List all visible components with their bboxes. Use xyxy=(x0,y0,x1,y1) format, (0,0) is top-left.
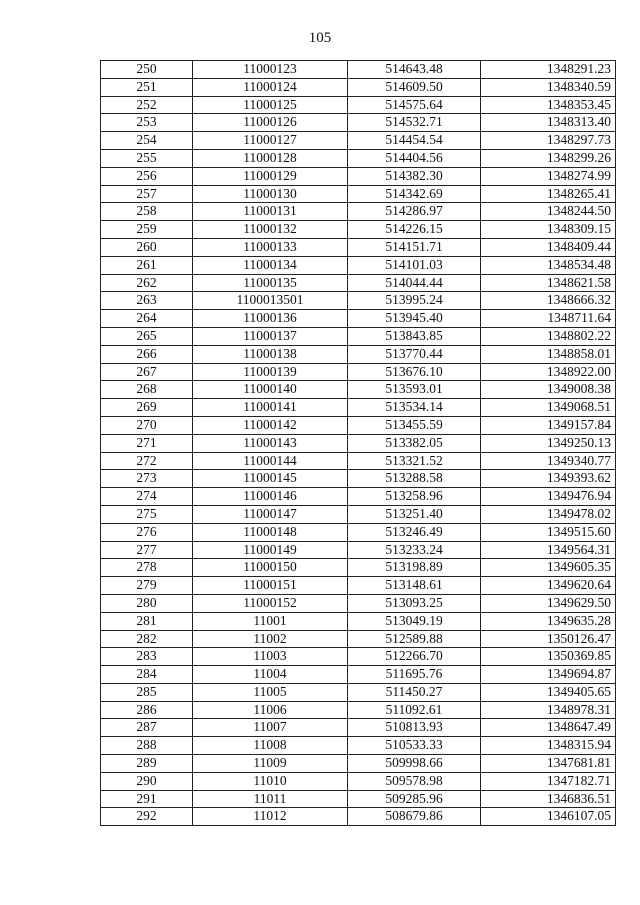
table-row xyxy=(101,719,616,737)
point-id-cell: 11004 xyxy=(193,666,348,684)
x-coordinate-cell: 509578.98 xyxy=(348,772,481,790)
x-coordinate-cell: 514044.44 xyxy=(348,274,481,292)
row-number-cell: 278 xyxy=(101,559,193,577)
table-row xyxy=(101,114,616,132)
table-row xyxy=(101,327,616,345)
y-coordinate-cell: 1348299.26 xyxy=(481,149,616,167)
row-number-cell: 287 xyxy=(101,719,193,737)
x-coordinate-cell: 513251.40 xyxy=(348,505,481,523)
point-id-cell: 11000133 xyxy=(193,238,348,256)
row-number-cell: 261 xyxy=(101,256,193,274)
point-id-cell: 11000129 xyxy=(193,167,348,185)
row-number-cell: 253 xyxy=(101,114,193,132)
point-id-cell: 11000125 xyxy=(193,96,348,114)
point-id-cell: 11012 xyxy=(193,808,348,826)
row-number-cell: 252 xyxy=(101,96,193,114)
row-number-cell: 251 xyxy=(101,78,193,96)
point-id-cell: 11000137 xyxy=(193,327,348,345)
y-coordinate-cell: 1349393.62 xyxy=(481,470,616,488)
row-number-cell: 281 xyxy=(101,612,193,630)
row-number-cell: 282 xyxy=(101,630,193,648)
x-coordinate-cell: 514643.48 xyxy=(348,61,481,79)
x-coordinate-cell: 511695.76 xyxy=(348,666,481,684)
x-coordinate-cell: 514342.69 xyxy=(348,185,481,203)
row-number-cell: 254 xyxy=(101,132,193,150)
point-id-cell: 11000135 xyxy=(193,274,348,292)
point-id-cell: 11000136 xyxy=(193,310,348,328)
point-id-cell: 11000149 xyxy=(193,541,348,559)
y-coordinate-cell: 1349629.50 xyxy=(481,594,616,612)
x-coordinate-cell: 514151.71 xyxy=(348,238,481,256)
row-number-cell: 266 xyxy=(101,345,193,363)
table-row xyxy=(101,221,616,239)
table-row xyxy=(101,701,616,719)
row-number-cell: 255 xyxy=(101,149,193,167)
row-number-cell: 274 xyxy=(101,488,193,506)
row-number-cell: 284 xyxy=(101,666,193,684)
x-coordinate-cell: 514532.71 xyxy=(348,114,481,132)
table-row xyxy=(101,755,616,773)
point-id-cell: 11008 xyxy=(193,737,348,755)
x-coordinate-cell: 513676.10 xyxy=(348,363,481,381)
table-row xyxy=(101,683,616,701)
y-coordinate-cell: 1349605.35 xyxy=(481,559,616,577)
y-coordinate-cell: 1348244.50 xyxy=(481,203,616,221)
table-row xyxy=(101,630,616,648)
x-coordinate-cell: 514382.30 xyxy=(348,167,481,185)
row-number-cell: 279 xyxy=(101,577,193,595)
table-row xyxy=(101,648,616,666)
table-row xyxy=(101,132,616,150)
y-coordinate-cell: 1349478.02 xyxy=(481,505,616,523)
page-number: 105 xyxy=(308,30,332,46)
y-coordinate-cell: 1348340.59 xyxy=(481,78,616,96)
row-number-cell: 272 xyxy=(101,452,193,470)
point-id-cell: 11000144 xyxy=(193,452,348,470)
y-coordinate-cell: 1350369.85 xyxy=(481,648,616,666)
table-row xyxy=(101,434,616,452)
table-row xyxy=(101,577,616,595)
x-coordinate-cell: 513148.61 xyxy=(348,577,481,595)
row-number-cell: 291 xyxy=(101,790,193,808)
y-coordinate-cell: 1348858.01 xyxy=(481,345,616,363)
y-coordinate-cell: 1349694.87 xyxy=(481,666,616,684)
table-row xyxy=(101,737,616,755)
point-id-cell: 11000150 xyxy=(193,559,348,577)
x-coordinate-cell: 509285.96 xyxy=(348,790,481,808)
row-number-cell: 286 xyxy=(101,701,193,719)
point-id-cell: 11000151 xyxy=(193,577,348,595)
table-row xyxy=(101,310,616,328)
row-number-cell: 259 xyxy=(101,221,193,239)
x-coordinate-cell: 512266.70 xyxy=(348,648,481,666)
table-row xyxy=(101,345,616,363)
row-number-cell: 250 xyxy=(101,61,193,79)
y-coordinate-cell: 1348297.73 xyxy=(481,132,616,150)
row-number-cell: 268 xyxy=(101,381,193,399)
point-id-cell: 1100013501 xyxy=(193,292,348,310)
x-coordinate-cell: 513093.25 xyxy=(348,594,481,612)
point-id-cell: 11000126 xyxy=(193,114,348,132)
row-number-cell: 263 xyxy=(101,292,193,310)
table-row xyxy=(101,61,616,79)
y-coordinate-cell: 1348274.99 xyxy=(481,167,616,185)
x-coordinate-cell: 513945.40 xyxy=(348,310,481,328)
x-coordinate-cell: 513455.59 xyxy=(348,416,481,434)
row-number-cell: 256 xyxy=(101,167,193,185)
point-id-cell: 11000131 xyxy=(193,203,348,221)
x-coordinate-cell: 511450.27 xyxy=(348,683,481,701)
y-coordinate-cell: 1348265.41 xyxy=(481,185,616,203)
point-id-cell: 11006 xyxy=(193,701,348,719)
y-coordinate-cell: 1349620.64 xyxy=(481,577,616,595)
point-id-cell: 11000123 xyxy=(193,61,348,79)
x-coordinate-cell: 513770.44 xyxy=(348,345,481,363)
row-number-cell: 260 xyxy=(101,238,193,256)
table-row xyxy=(101,488,616,506)
x-coordinate-cell: 513321.52 xyxy=(348,452,481,470)
table-row xyxy=(101,541,616,559)
x-coordinate-cell: 514226.15 xyxy=(348,221,481,239)
x-coordinate-cell: 513258.96 xyxy=(348,488,481,506)
y-coordinate-cell: 1346107.05 xyxy=(481,808,616,826)
point-id-cell: 11000140 xyxy=(193,381,348,399)
row-number-cell: 265 xyxy=(101,327,193,345)
table-row xyxy=(101,78,616,96)
y-coordinate-cell: 1348291.23 xyxy=(481,61,616,79)
point-id-cell: 11001 xyxy=(193,612,348,630)
table-row xyxy=(101,381,616,399)
y-coordinate-cell: 1349515.60 xyxy=(481,523,616,541)
table-row xyxy=(101,523,616,541)
table-row xyxy=(101,149,616,167)
table-row xyxy=(101,470,616,488)
table-row xyxy=(101,790,616,808)
x-coordinate-cell: 513288.58 xyxy=(348,470,481,488)
table-row xyxy=(101,416,616,434)
point-id-cell: 11000134 xyxy=(193,256,348,274)
y-coordinate-cell: 1349405.65 xyxy=(481,683,616,701)
y-coordinate-cell: 1349250.13 xyxy=(481,434,616,452)
row-number-cell: 292 xyxy=(101,808,193,826)
point-id-cell: 11000132 xyxy=(193,221,348,239)
point-id-cell: 11007 xyxy=(193,719,348,737)
y-coordinate-cell: 1347182.71 xyxy=(481,772,616,790)
y-coordinate-cell: 1349157.84 xyxy=(481,416,616,434)
table-row xyxy=(101,203,616,221)
point-id-cell: 11000152 xyxy=(193,594,348,612)
x-coordinate-cell: 509998.66 xyxy=(348,755,481,773)
table-row xyxy=(101,452,616,470)
y-coordinate-cell: 1347681.81 xyxy=(481,755,616,773)
point-id-cell: 11000138 xyxy=(193,345,348,363)
table-row xyxy=(101,238,616,256)
x-coordinate-cell: 513233.24 xyxy=(348,541,481,559)
y-coordinate-cell: 1348313.40 xyxy=(481,114,616,132)
row-number-cell: 276 xyxy=(101,523,193,541)
table-row xyxy=(101,559,616,577)
row-number-cell: 288 xyxy=(101,737,193,755)
table-row xyxy=(101,292,616,310)
point-id-cell: 11000146 xyxy=(193,488,348,506)
coordinates-table-body xyxy=(101,61,616,826)
point-id-cell: 11000141 xyxy=(193,399,348,417)
point-id-cell: 11000142 xyxy=(193,416,348,434)
y-coordinate-cell: 1349564.31 xyxy=(481,541,616,559)
x-coordinate-cell: 510533.33 xyxy=(348,737,481,755)
row-number-cell: 289 xyxy=(101,755,193,773)
point-id-cell: 11000124 xyxy=(193,78,348,96)
table-row xyxy=(101,363,616,381)
x-coordinate-cell: 513049.19 xyxy=(348,612,481,630)
table-row xyxy=(101,399,616,417)
x-coordinate-cell: 514609.50 xyxy=(348,78,481,96)
row-number-cell: 264 xyxy=(101,310,193,328)
row-number-cell: 283 xyxy=(101,648,193,666)
y-coordinate-cell: 1349068.51 xyxy=(481,399,616,417)
x-coordinate-cell: 514101.03 xyxy=(348,256,481,274)
point-id-cell: 11000130 xyxy=(193,185,348,203)
point-id-cell: 11009 xyxy=(193,755,348,773)
x-coordinate-cell: 512589.88 xyxy=(348,630,481,648)
table-row xyxy=(101,274,616,292)
row-number-cell: 270 xyxy=(101,416,193,434)
y-coordinate-cell: 1349008.38 xyxy=(481,381,616,399)
table-row xyxy=(101,96,616,114)
table-row xyxy=(101,666,616,684)
x-coordinate-cell: 510813.93 xyxy=(348,719,481,737)
x-coordinate-cell: 513382.05 xyxy=(348,434,481,452)
y-coordinate-cell: 1348978.31 xyxy=(481,701,616,719)
point-id-cell: 11005 xyxy=(193,683,348,701)
y-coordinate-cell: 1346836.51 xyxy=(481,790,616,808)
y-coordinate-cell: 1348409.44 xyxy=(481,238,616,256)
x-coordinate-cell: 511092.61 xyxy=(348,701,481,719)
y-coordinate-cell: 1348666.32 xyxy=(481,292,616,310)
x-coordinate-cell: 513843.85 xyxy=(348,327,481,345)
row-number-cell: 257 xyxy=(101,185,193,203)
x-coordinate-cell: 514575.64 xyxy=(348,96,481,114)
table-row xyxy=(101,594,616,612)
x-coordinate-cell: 508679.86 xyxy=(348,808,481,826)
y-coordinate-cell: 1348353.45 xyxy=(481,96,616,114)
point-id-cell: 11000143 xyxy=(193,434,348,452)
row-number-cell: 280 xyxy=(101,594,193,612)
x-coordinate-cell: 513246.49 xyxy=(348,523,481,541)
y-coordinate-cell: 1348534.48 xyxy=(481,256,616,274)
x-coordinate-cell: 514286.97 xyxy=(348,203,481,221)
point-id-cell: 11000148 xyxy=(193,523,348,541)
row-number-cell: 262 xyxy=(101,274,193,292)
row-number-cell: 285 xyxy=(101,683,193,701)
row-number-cell: 277 xyxy=(101,541,193,559)
point-id-cell: 11011 xyxy=(193,790,348,808)
point-id-cell: 11002 xyxy=(193,630,348,648)
point-id-cell: 11003 xyxy=(193,648,348,666)
point-id-cell: 11000145 xyxy=(193,470,348,488)
y-coordinate-cell: 1348802.22 xyxy=(481,327,616,345)
row-number-cell: 275 xyxy=(101,505,193,523)
point-id-cell: 11000139 xyxy=(193,363,348,381)
point-id-cell: 11000147 xyxy=(193,505,348,523)
x-coordinate-cell: 513593.01 xyxy=(348,381,481,399)
point-id-cell: 11010 xyxy=(193,772,348,790)
row-number-cell: 267 xyxy=(101,363,193,381)
point-id-cell: 11000128 xyxy=(193,149,348,167)
table-row xyxy=(101,256,616,274)
y-coordinate-cell: 1350126.47 xyxy=(481,630,616,648)
table-row xyxy=(101,612,616,630)
y-coordinate-cell: 1348711.64 xyxy=(481,310,616,328)
y-coordinate-cell: 1348315.94 xyxy=(481,737,616,755)
row-number-cell: 271 xyxy=(101,434,193,452)
table-row xyxy=(101,167,616,185)
table-row xyxy=(101,185,616,203)
row-number-cell: 258 xyxy=(101,203,193,221)
y-coordinate-cell: 1348647.49 xyxy=(481,719,616,737)
x-coordinate-cell: 513534.14 xyxy=(348,399,481,417)
y-coordinate-cell: 1349476.94 xyxy=(481,488,616,506)
table-row xyxy=(101,505,616,523)
point-id-cell: 11000127 xyxy=(193,132,348,150)
y-coordinate-cell: 1349635.28 xyxy=(481,612,616,630)
x-coordinate-cell: 514454.54 xyxy=(348,132,481,150)
x-coordinate-cell: 513995.24 xyxy=(348,292,481,310)
x-coordinate-cell: 514404.56 xyxy=(348,149,481,167)
coordinates-table xyxy=(100,60,616,826)
table-row xyxy=(101,772,616,790)
row-number-cell: 290 xyxy=(101,772,193,790)
y-coordinate-cell: 1348309.15 xyxy=(481,221,616,239)
table-row xyxy=(101,808,616,826)
y-coordinate-cell: 1348922.00 xyxy=(481,363,616,381)
y-coordinate-cell: 1348621.58 xyxy=(481,274,616,292)
x-coordinate-cell: 513198.89 xyxy=(348,559,481,577)
row-number-cell: 269 xyxy=(101,399,193,417)
y-coordinate-cell: 1349340.77 xyxy=(481,452,616,470)
row-number-cell: 273 xyxy=(101,470,193,488)
